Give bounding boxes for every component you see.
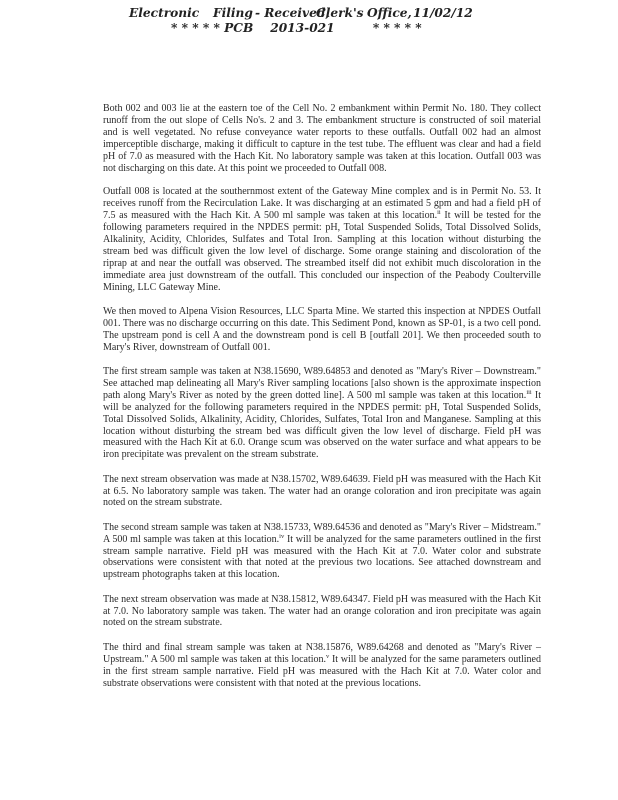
paragraph: The next stream observation was made at N38.15812, W89.64347. Field pH was measured with the Hach Kit at 7.0. No laboratory sample was taken. The water had an orange coloration and iron precipitate was again noted on the stream substrate. (103, 593, 541, 629)
stamp-word: Electronic (129, 6, 200, 20)
document-body (103, 103, 541, 702)
paragraph: Outfall 008 is located at the southernmost extent of the Gateway Mine complex and is in Permit No. 53. It receives runoff from the Recirculation Lake. It was discharging at an estimated 5 gpm and had a field pH of 7.5 as measured with the Hach Kit. A 500 ml sample was taken at this location.$^{ii}$ It will be tested for the following parameters required in the NPDES permit: pH, Total Suspended Solids, Total Dissolved Solids, Alkalinity, Acidity, Chlorides, Sulfates and Total Iron. Sampling at this location without disturbing the stream bed was difficult given the low level of discharge. Some orange staining and discoloration of the riprap at and near the outfall was observed. The streambed itself did not exhibit much discoloration in the immediate area just downstream of the outfall. This concluded our inspection of the Peabody Coulterville Mining, LLC Gateway Mine. (103, 186, 541, 293)
case-number-line (0, 21, 618, 37)
footnote-marker: ii (437, 209, 441, 217)
paragraph: The third and final stream sample was taken at N38.15876, W89.64268 and denoted as "Mary's River – Upstream." A 500 ml sample was taken at this location.$^v$ It will be analyzed for the same parameters outlined in the first stream sample narrative. Field pH was measured with the Hach Kit at 7.0. Water color and substrate observations were consistent with that noted at the previous locations. (103, 641, 541, 689)
stamp-date: 11/02/12 (413, 6, 473, 20)
paragraph: We then moved to Alpena Vision Resources, LLC Sparta Mine. We started this inspection at NPDES Outfall 001. There was no discharge occurring on this date. This Sediment Pond, known as SP-01, is a two cell pond. The upstream pond is cell A and the downstream pond is cell B [outfall 201]. We then proceeded south to Mary's River, downstream of Outfall 001. (103, 305, 541, 353)
filing-stamp-line (0, 6, 618, 22)
footnote-marker: iii (526, 388, 532, 396)
case-number: * * * * * PCB 2013-021 * * * * * (171, 21, 422, 35)
paragraph: The first stream sample was taken at N38.15690, W89.64853 and denoted as "Mary's River – Downstream." See attached map delineating all Mary's River sampling locations [also shown is the approximate inspection path along Mary's River as noted by the green dotted line]. A 500 ml sample was taken at this location.$^{iii}$ It will be analyzed for the following parameters required in the NPDES permit: pH, Total Suspended Solids, Total Dissolved Solids, Alkalinity, Acidity, Chlorides, Sulfates, Total Iron and Manganese. Sampling at this location without disturbing the stream bed was difficult given the low level of discharge. Field pH was measured with the Hach Kit at 6.0. Orange scum was observed on the water surface and what appears to be iron precipitate was prevalent on the stream substrate. (103, 366, 541, 461)
stamp-word: Office, (367, 6, 412, 20)
footnote-marker: iv (279, 532, 285, 540)
stamp-word: - Received, (255, 6, 330, 20)
paragraph: The second stream sample was taken at N38.15733, W89.64536 and denoted as "Mary's River – Midstream." A 500 ml sample was taken at this location.$^{iv}$ It will be analyzed for the same parameters outlined in the first stream sample narrative. Field pH was measured with the Hach Kit at 7.0. Water color and substrate observations were consistent with that noted at the previous two locations. See attached downstream and upstream photographs taken at this location. (103, 521, 541, 581)
paragraph: Both 002 and 003 lie at the eastern toe of the Cell No. 2 embankment within Permit No. 180. They collect runoff from the out slope of Cells No's. 2 and 3. The embankment structure is constructed of soil material and is well vegetated. No refuse conveyance water reports to these outfalls. Outfall 002 had an almost imperceptible discharge, making it difficult to capture in the test tube. The effluent was clear and had a field pH of 7.0 as measured with the Hach Kit. No laboratory sample was taken at this location. Outfall 003 was not discharging on this date. At this point we proceeded to Outfall 008. (103, 103, 541, 174)
stamp-word: Filing (213, 6, 253, 20)
stamp-word: Clerk's (316, 6, 364, 20)
footnote-marker: v (326, 652, 330, 660)
paragraph: The next stream observation was made at N38.15702, W89.64639. Field pH was measured with the Hach Kit at 6.5. No laboratory sample was taken. The water had an orange coloration and iron precipitate was again noted on the stream substrate. (103, 473, 541, 509)
